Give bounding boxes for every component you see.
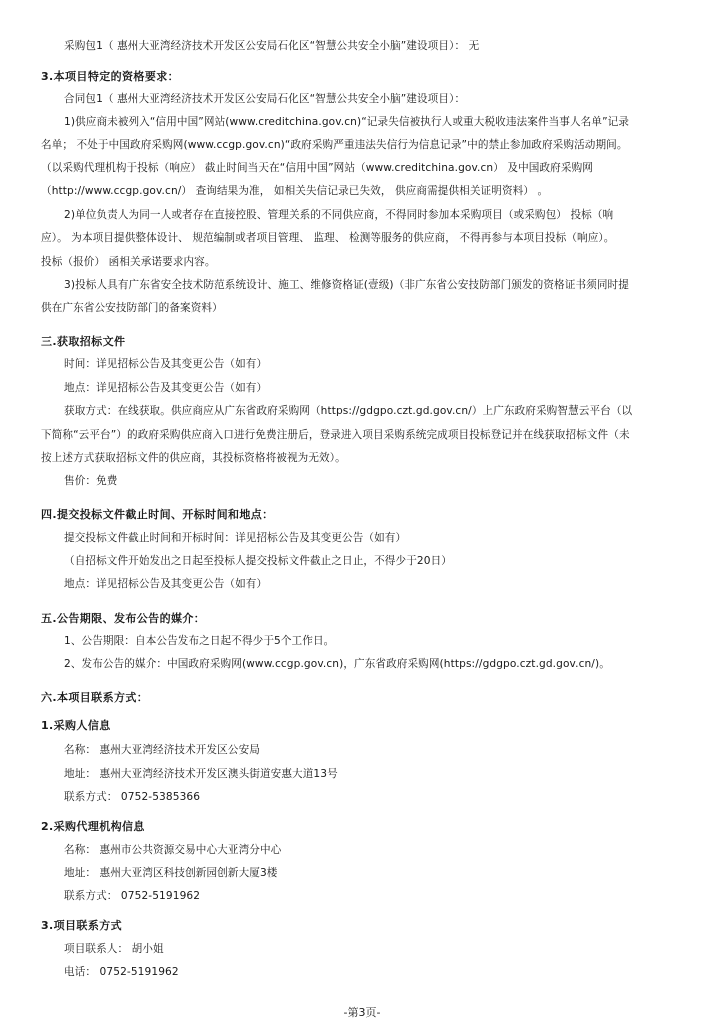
get-method-line: 获取方式：在线获取。供应商应从广东省政府采购网（https://gdgpo.czt.gd.gov.cn/）上广东政府采购智慧云平台（以 bbox=[64, 405, 633, 417]
purchaser-phone: 联系方式： 0752-5385366 bbox=[64, 791, 201, 803]
get-method-cont: 按上述方式获取招标文件的供应商，其投标资格将被视为无效）。 bbox=[41, 452, 346, 464]
section-heading-contacts: 六.本项目联系方式： bbox=[41, 691, 149, 704]
qualification-item-2-cont: 应）。 为本项目提供整体设计、 规范编制或者项目管理、 监理、 检测等服务的供应商， 不得再参与本项目投标（响应）。 bbox=[41, 232, 615, 244]
section-heading-publication: 五.公告期限、发布公告的媒介： bbox=[41, 612, 206, 625]
price-line: 售价：免费 bbox=[64, 475, 118, 487]
contract-package-line: 合同包1（ 惠州大亚湾经济技术开发区公安局石化区“智慧公共安全小脑”建设项目）： bbox=[64, 93, 466, 105]
section-heading-submission: 四.提交投标文件截止时间、开标时间和地点： bbox=[41, 508, 274, 521]
submission-note-line: （自招标文件开始发出之日起至投标人提交投标文件截止之日止，不得少于20日） bbox=[64, 555, 452, 567]
publication-period-line: 1、公告期限：自本公告发布之日起不得少于5个工作日。 bbox=[64, 635, 335, 647]
section-heading-qualification: 3.本项目特定的资格要求： bbox=[41, 70, 180, 83]
qualification-item-1-cont: （http://www.ccgp.gov.cn/） 查询结果为准， 如相关失信记录已失效， 供应商需提供相关证明资料） 。 bbox=[41, 185, 549, 197]
get-location-line: 地点：详见招标公告及其变更公告（如有） bbox=[64, 382, 268, 394]
subheading-agency: 2.采购代理机构信息 bbox=[41, 820, 145, 833]
qualification-item-2: 2)单位负责人为同一人或者存在直接控股、管理关系的不同供应商，不得同时参加本采购项目（或采购包） 投标（响 bbox=[64, 209, 614, 221]
qualification-item-3: 3)投标人具有广东省安全技术防范系统设计、施工、维修资格证(壹级)（非广东省公安技防部门颁发的资格证书须同时提 bbox=[64, 279, 629, 291]
get-time-line: 时间：详见招标公告及其变更公告（如有） bbox=[64, 358, 268, 370]
get-method-cont: 下简称“云平台”）的政府采购供应商入口进行免费注册后，登录进入项目采购系统完成项目投标登记并在线获取招标文件（未 bbox=[41, 429, 630, 441]
agency-name: 名称： 惠州市公共资源交易中心大亚湾分中心 bbox=[64, 844, 282, 856]
purchaser-address: 地址： 惠州大亚湾经济技术开发区澳头街道安惠大道13号 bbox=[64, 768, 338, 780]
agency-address: 地址： 惠州大亚湾区科技创新园创新大厦3楼 bbox=[64, 867, 278, 879]
section-heading-get-documents: 三.获取招标文件 bbox=[41, 335, 126, 348]
qualification-item-2-cont: 投标（报价） 函相关承诺要求内容。 bbox=[41, 256, 216, 268]
subheading-project-contact: 3.项目联系方式 bbox=[41, 919, 123, 932]
purchaser-name: 名称： 惠州大亚湾经济技术开发区公安局 bbox=[64, 744, 260, 756]
project-contact-person: 项目联系人： 胡小姐 bbox=[64, 943, 164, 955]
agency-phone: 联系方式： 0752-5191962 bbox=[64, 890, 201, 902]
procurement-package-line: 采购包1（ 惠州大亚湾经济技术开发区公安局石化区“智慧公共安全小脑”建设项目）： 无 bbox=[64, 40, 480, 52]
publication-media-line: 2、发布公告的媒介：中国政府采购网(www.ccgp.gov.cn)，广东省政府采购网(https://gdgpo.czt.gd.gov.cn/)。 bbox=[64, 658, 610, 670]
project-contact-phone: 电话： 0752-5191962 bbox=[64, 966, 179, 978]
page-number: -第3页- bbox=[343, 1006, 381, 1019]
submission-deadline-line: 提交投标文件截止时间和开标时间：详见招标公告及其变更公告（如有） bbox=[64, 532, 407, 544]
qualification-item-1-cont: （以采购代理机构于投标（响应） 截止时间当天在“信用中国”网站（www.creditchina.gov.cn） 及中国政府采购网 bbox=[41, 162, 593, 174]
qualification-item-1-cont: 名单； 不处于中国政府采购网(www.ccgp.gov.cn)“政府采购严重违法失信行为信息记录”中的禁止参加政府采购活动期间。 bbox=[41, 139, 628, 151]
qualification-item-1: 1)供应商未被列入“信用中国”网站(www.creditchina.gov.cn)“记录失信被执行人或重大税收违法案件当事人名单”记录 bbox=[64, 116, 630, 128]
submission-location-line: 地点：详见招标公告及其变更公告（如有） bbox=[64, 578, 268, 590]
qualification-item-3-cont: 供在广东省公安技防部门的备案资料） bbox=[41, 302, 223, 314]
subheading-purchaser: 1.采购人信息 bbox=[41, 719, 111, 732]
